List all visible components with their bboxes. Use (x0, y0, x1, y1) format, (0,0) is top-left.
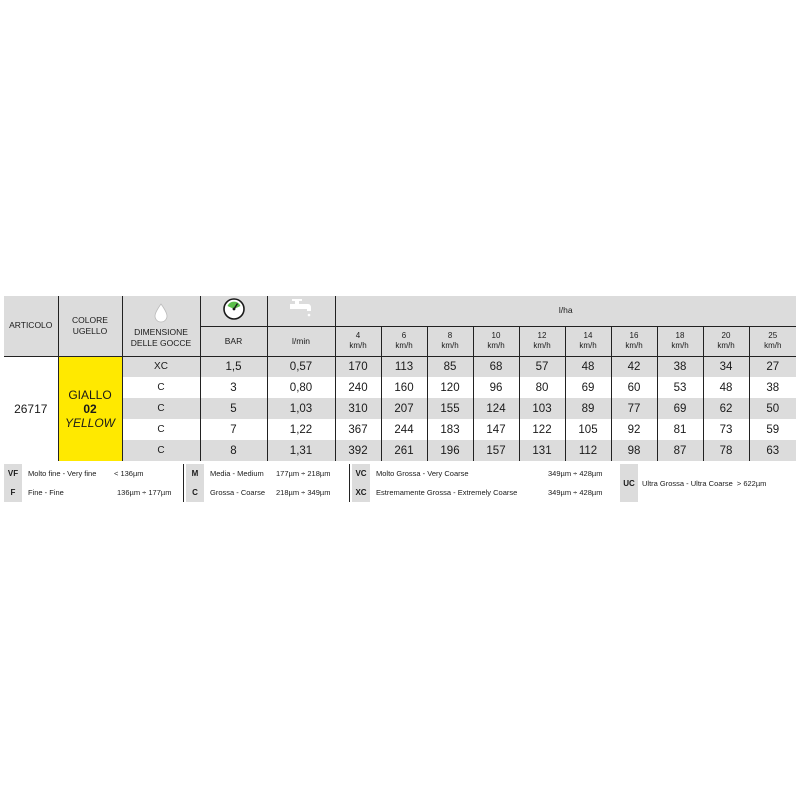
article-number: 26717 (4, 356, 58, 461)
legend-code: M (186, 464, 204, 483)
lha-value: 160 (381, 377, 427, 398)
header-speed-25: 25 km/h (749, 326, 796, 356)
lha-value: 183 (427, 419, 473, 440)
lha-value: 50 (749, 398, 796, 419)
lha-value: 53 (657, 377, 703, 398)
legend-range: 349µm ÷ 428µm (548, 488, 603, 497)
legend-desc: Fine - Fine (28, 488, 64, 497)
legend-item-vf (4, 464, 184, 483)
drop-size: C (122, 377, 200, 398)
lha-value: 60 (611, 377, 657, 398)
lha-value: 27 (749, 356, 796, 377)
legend-range: < 136µm (114, 469, 144, 478)
header-speed-10: 10 km/h (473, 326, 519, 356)
bar-value: 8 (200, 440, 267, 461)
lha-value: 367 (335, 419, 381, 440)
lha-value: 98 (611, 440, 657, 461)
lha-value: 310 (335, 398, 381, 419)
legend-code: UC (620, 464, 638, 502)
drop-size: C (122, 419, 200, 440)
lmin-value: 1,22 (267, 419, 335, 440)
lha-value: 59 (749, 419, 796, 440)
lha-value: 155 (427, 398, 473, 419)
tap-icon-cell (267, 296, 335, 326)
lha-value: 147 (473, 419, 519, 440)
lha-value: 62 (703, 398, 749, 419)
bar-value: 3 (200, 377, 267, 398)
lmin-value: 1,31 (267, 440, 335, 461)
water-tap-icon (288, 298, 314, 320)
lmin-value: 0,57 (267, 356, 335, 377)
drop-size: XC (122, 356, 200, 377)
nozzle-spec-table (4, 296, 796, 461)
bar-value: 7 (200, 419, 267, 440)
legend-range: 218µm ÷ 349µm (276, 488, 331, 497)
lha-value: 87 (657, 440, 703, 461)
legend-item-f (4, 483, 184, 502)
lha-value: 124 (473, 398, 519, 419)
header-speed-16: 16 km/h (611, 326, 657, 356)
lha-value: 113 (381, 356, 427, 377)
lha-value: 48 (703, 377, 749, 398)
lha-value: 103 (519, 398, 565, 419)
legend-item-uc (620, 464, 796, 502)
header-bar: BAR (200, 326, 267, 356)
lha-value: 77 (611, 398, 657, 419)
lha-value: 157 (473, 440, 519, 461)
header-speed-4: 4 km/h (335, 326, 381, 356)
legend-desc: Molto fine - Very fine (28, 469, 97, 478)
legend-code: F (4, 483, 22, 502)
lha-value: 207 (381, 398, 427, 419)
header-speed-14: 14 km/h (565, 326, 611, 356)
legend-desc: Molto Grossa - Very Coarse (376, 469, 469, 478)
header-articolo: ARTICOLO (4, 296, 58, 356)
lha-value: 392 (335, 440, 381, 461)
lha-value: 170 (335, 356, 381, 377)
legend-range: 349µm ÷ 428µm (548, 469, 603, 478)
lha-value: 89 (565, 398, 611, 419)
lha-value: 42 (611, 356, 657, 377)
header-colore-ugello: COLORE UGELLO (58, 296, 122, 356)
table-row (4, 398, 796, 419)
legend-range: 136µm ÷ 177µm (117, 488, 172, 497)
legend-code: VF (4, 464, 22, 483)
lha-value: 69 (565, 377, 611, 398)
lmin-value: 1,03 (267, 398, 335, 419)
header-speed-20: 20 km/h (703, 326, 749, 356)
legend-divider (349, 464, 350, 502)
legend-desc: Estremamente Grossa - Extremely Coarse (376, 488, 518, 497)
legend-desc: Media - Medium (210, 469, 264, 478)
lha-value: 78 (703, 440, 749, 461)
lha-value: 244 (381, 419, 427, 440)
legend-desc: Grossa - Coarse (210, 488, 266, 497)
water-drop-icon (154, 303, 168, 323)
lha-value: 131 (519, 440, 565, 461)
gauge-icon-cell (200, 296, 267, 326)
legend-range: 177µm ÷ 218µm (276, 469, 331, 478)
legend-desc: Ultra Grossa - Ultra Coarse (642, 478, 733, 488)
lha-value: 105 (565, 419, 611, 440)
table-row (4, 356, 796, 377)
table-row (4, 419, 796, 440)
header-speed-8: 8 km/h (427, 326, 473, 356)
pressure-gauge-icon (223, 298, 245, 320)
lha-value: 261 (381, 440, 427, 461)
header-dimensione-gocce: DIMENSIONE DELLE GOCCE (122, 296, 200, 356)
table-row (4, 440, 796, 461)
header-speed-12: 12 km/h (519, 326, 565, 356)
lha-value: 81 (657, 419, 703, 440)
lha-value: 68 (473, 356, 519, 377)
lha-value: 80 (519, 377, 565, 398)
lha-value: 112 (565, 440, 611, 461)
bar-value: 5 (200, 398, 267, 419)
lha-value: 73 (703, 419, 749, 440)
lha-value: 196 (427, 440, 473, 461)
drop-size: C (122, 440, 200, 461)
lha-value: 57 (519, 356, 565, 377)
legend-item-c (186, 483, 350, 502)
droplet-size-legend (4, 464, 638, 502)
drop-size: C (122, 398, 200, 419)
lha-value: 69 (657, 398, 703, 419)
legend-item-m (186, 464, 350, 483)
lha-value: 34 (703, 356, 749, 377)
header-speed-6: 6 km/h (381, 326, 427, 356)
lha-value: 122 (519, 419, 565, 440)
legend-code: XC (352, 483, 370, 502)
bar-value: 1,5 (200, 356, 267, 377)
lha-value: 38 (657, 356, 703, 377)
nozzle-color-cell: GIALLO 02 YELLOW (58, 356, 122, 461)
lha-value: 38 (749, 377, 796, 398)
lha-value: 96 (473, 377, 519, 398)
lha-value: 240 (335, 377, 381, 398)
header-lmin: l/min (267, 326, 335, 356)
lha-value: 120 (427, 377, 473, 398)
lha-value: 92 (611, 419, 657, 440)
header-speed-18: 18 km/h (657, 326, 703, 356)
lha-value: 48 (565, 356, 611, 377)
lha-value: 63 (749, 440, 796, 461)
legend-range: > 622µm (736, 478, 767, 488)
header-lha: l/ha (335, 296, 796, 326)
legend-divider (183, 464, 184, 502)
legend-item-xc (352, 483, 620, 502)
legend-item-vc (352, 464, 620, 483)
legend-code: VC (352, 464, 370, 483)
lmin-value: 0,80 (267, 377, 335, 398)
table-row (4, 377, 796, 398)
lha-value: 85 (427, 356, 473, 377)
legend-code: C (186, 483, 204, 502)
